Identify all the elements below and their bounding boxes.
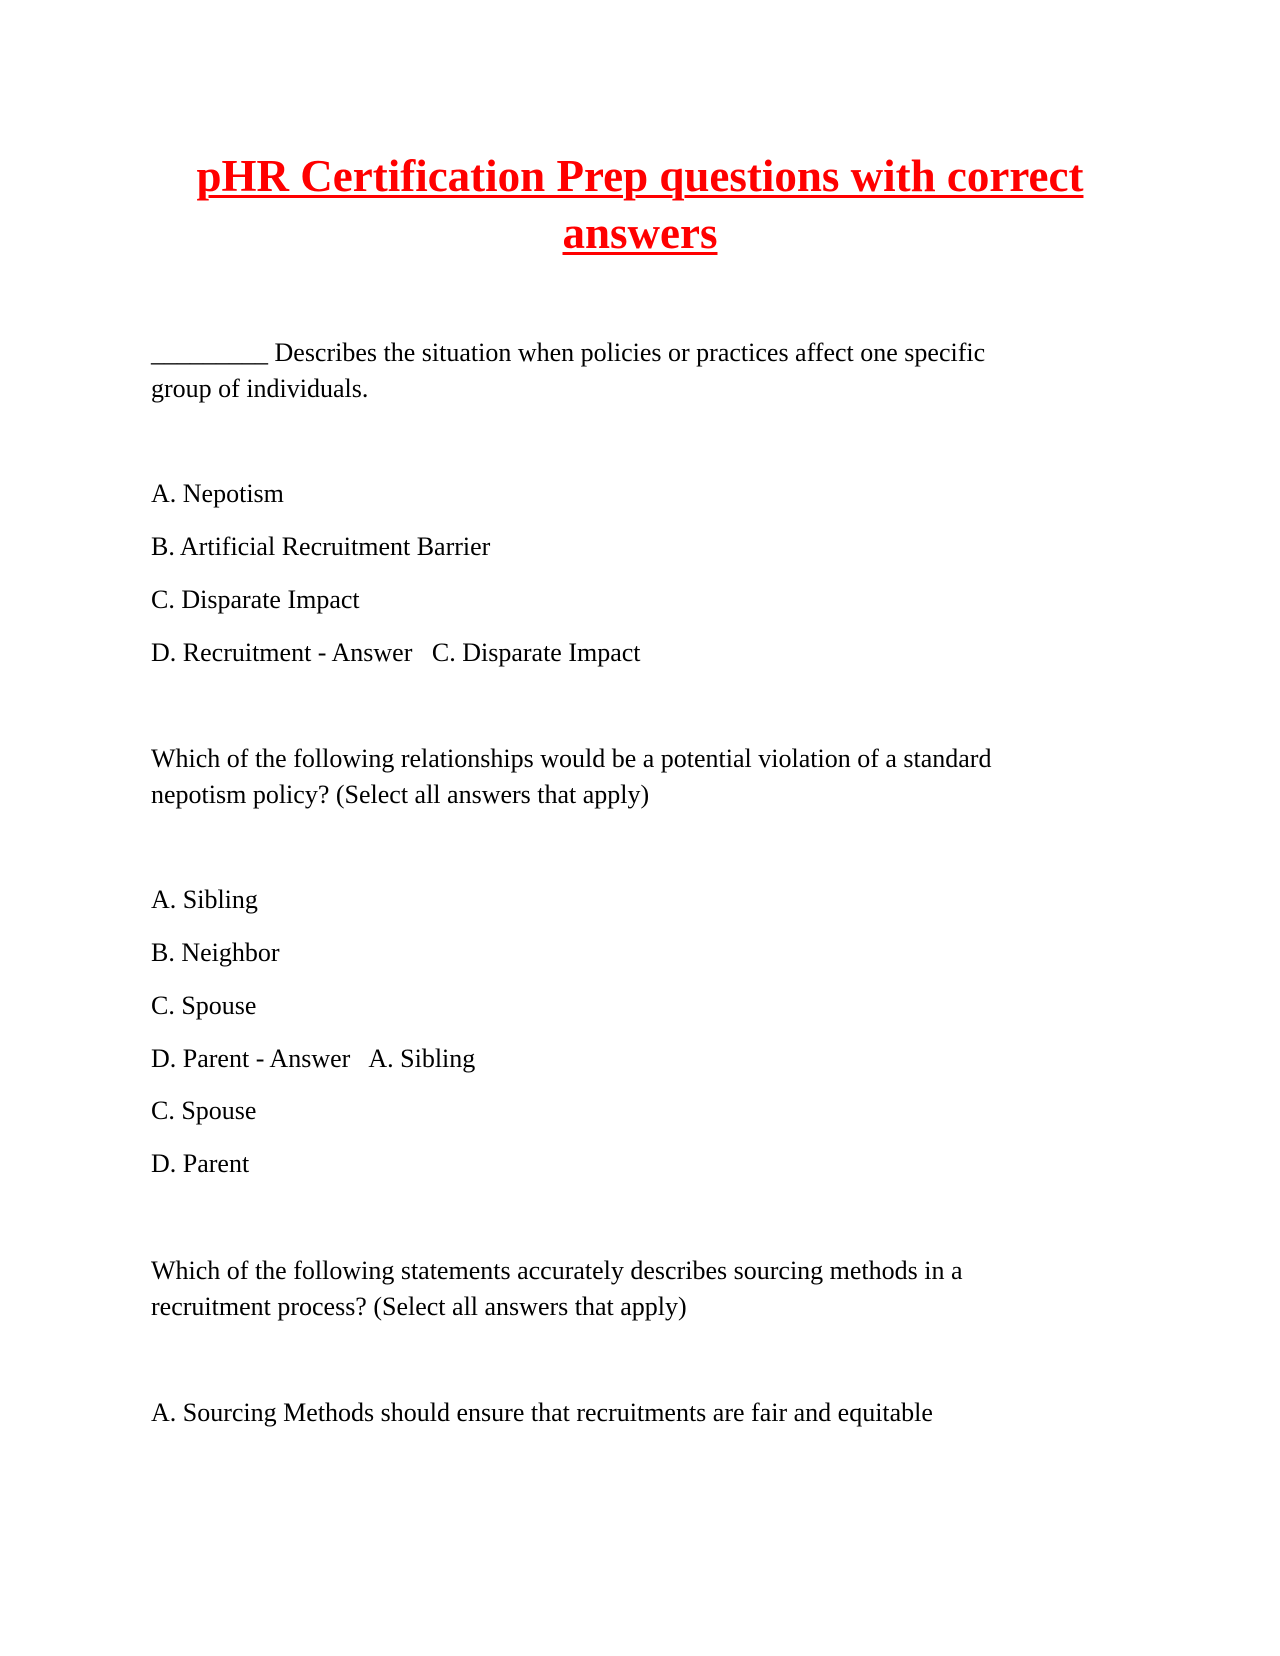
question-2-option-a: A. Sibling	[151, 885, 258, 914]
question-2-prompt-line-1: Which of the following relationships would be a potential violation of a standard	[151, 744, 992, 773]
title-line-2: answers	[562, 208, 718, 258]
question-1-option-b: B. Artificial Recruitment Barrier	[151, 532, 491, 561]
question-3-prompt-line-1: Which of the following statements accurately describes sourcing methods in a	[151, 1256, 963, 1285]
question-1-prompt-line-2: group of individuals.	[151, 374, 369, 403]
question-2-answer-d: D. Parent	[151, 1149, 250, 1178]
question-2-option-c: C. Spouse	[151, 991, 257, 1020]
question-2-answer-c: C. Spouse	[151, 1096, 257, 1125]
question-3-prompt-line-2: recruitment process? (Select all answers that apply)	[151, 1292, 687, 1321]
question-1-option-a: A. Nepotism	[151, 479, 284, 508]
title-line-1: pHR Certification Prep questions with correct	[196, 151, 1084, 201]
document-title	[150, 148, 1130, 262]
question-3-option-a: A. Sourcing Methods should ensure that recruitments are fair and equitable	[151, 1398, 933, 1427]
question-1-prompt-line-1: _________ Describes the situation when policies or practices affect one specific	[151, 338, 986, 367]
question-2-option-d-answer: D. Parent - Answer A. Sibling	[151, 1044, 476, 1073]
question-1-option-c: C. Disparate Impact	[151, 585, 360, 614]
question-2-option-b: B. Neighbor	[151, 938, 280, 967]
question-1-option-d-answer: D. Recruitment - Answer C. Disparate Impact	[151, 638, 641, 667]
question-2-prompt-line-2: nepotism policy? (Select all answers that apply)	[151, 780, 650, 809]
